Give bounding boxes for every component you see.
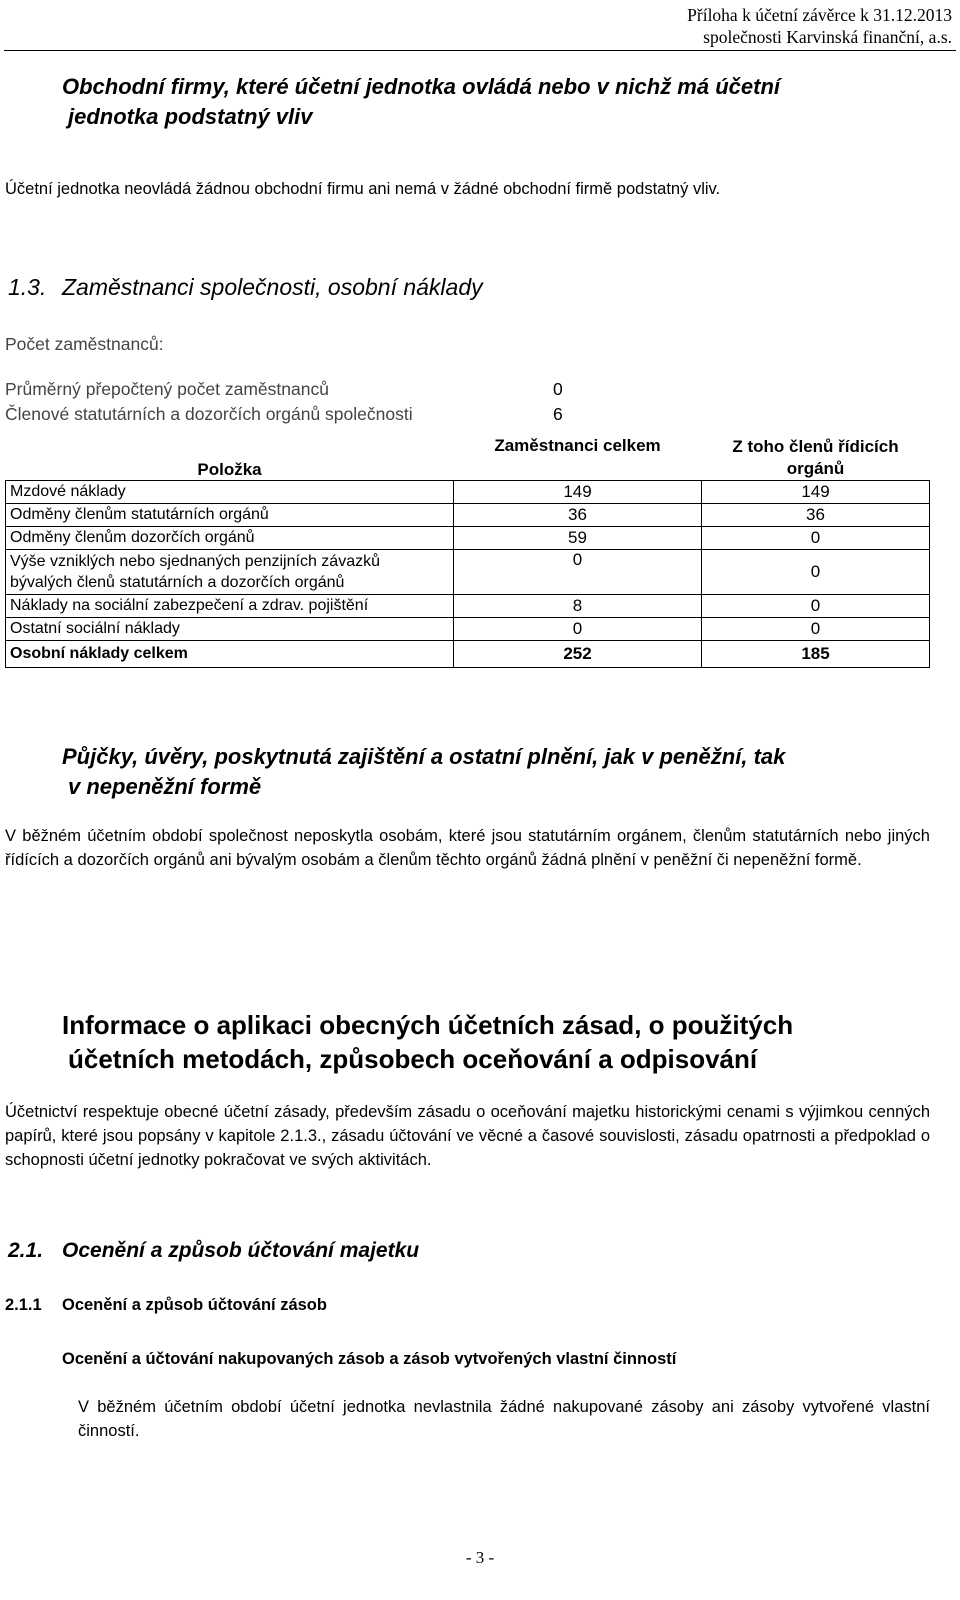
row-label: Náklady na sociální zabezpečení a zdrav. pojištění — [6, 595, 454, 618]
table-header-row — [6, 436, 930, 481]
avg-employees-value: 0 — [553, 379, 563, 399]
employee-count-label: Počet zaměstnanců: — [5, 334, 164, 354]
section-title-line-1: Půjčky, úvěry, poskytnutá zajištění a ostatní plnění, jak v peněžní, tak — [62, 744, 786, 769]
section-title-line-1: Obchodní firmy, které účetní jednotka ovládá nebo v nichž má účetní — [62, 74, 780, 99]
section-2-1-heading — [8, 1236, 419, 1266]
col-item-header: Položka — [197, 460, 262, 479]
page-number: - 3 - — [465, 1548, 495, 1567]
row-label: Odměny členům dozorčích orgánů — [6, 527, 454, 550]
table-row — [6, 618, 930, 641]
header-line-1: Příloha k účetní závěrce k 31.12.2013 — [687, 5, 952, 25]
section-title: Ocenění a způsob účtování zásob — [62, 1296, 327, 1314]
section-title: Ocenění a způsob účtování majetku — [62, 1239, 420, 1262]
section-2-heading — [8, 1008, 960, 1076]
col-mgmt-header: Z toho členů řídicích orgánů — [732, 437, 899, 478]
section-title-line-1: Informace o aplikaci obecných účetních zásad, o použitých — [62, 1010, 794, 1040]
sum-mgmt: 185 — [702, 641, 930, 668]
section-number: 1.3. — [8, 274, 47, 300]
page-header — [687, 4, 952, 48]
section-number: 2.1.1 — [5, 1296, 42, 1314]
row-mgmt: 0 — [702, 595, 930, 618]
row-label: Ostatní sociální náklady — [6, 618, 454, 641]
header-divider — [4, 50, 956, 51]
section-1-3-heading — [8, 272, 483, 302]
row-total: 59 — [454, 527, 702, 550]
section-1-2-text: Účetní jednotka neovládá žádnou obchodní firmu ani nemá v žádné obchodní firmě podstatný vliv. — [5, 180, 721, 198]
row-mgmt: 149 — [702, 481, 930, 504]
section-2-1-1-subtitle: Ocenění a účtování nakupovaných zásob a zásob vytvořených vlastní činností — [62, 1350, 677, 1368]
row-mgmt: 0 — [702, 527, 930, 550]
row-mgmt: 0 — [702, 550, 930, 595]
board-members-value: 6 — [553, 404, 563, 424]
avg-employees-label: Průměrný přepočtený počet zaměstnanců — [5, 379, 329, 399]
row-total: 36 — [454, 504, 702, 527]
row-total: 8 — [454, 595, 702, 618]
table-row — [6, 504, 930, 527]
row-total: 0 — [454, 550, 702, 595]
table-row — [6, 481, 930, 504]
section-2-1-1-heading — [5, 1296, 327, 1315]
section-1-4-text: V běžném účetním období společnost neposkytla osobám, které jsou statutárním orgánem, členům statutárních nebo jiných řídících a dozorčích orgánů ani bývalým osobám a členům těchto orgánů žádná plnění v peněžní či nepeněžní formě. — [5, 827, 930, 869]
section-title-line-2: v nepeněžní formě — [68, 774, 262, 799]
row-label: Mzdové náklady — [6, 481, 454, 504]
section-number — [8, 72, 62, 102]
row-total: 149 — [454, 481, 702, 504]
col-total-header: Zaměstnanci celkem — [494, 436, 661, 455]
row-mgmt: 36 — [702, 504, 930, 527]
row-label: Výše vzniklých nebo sjednaných penzijních závazků bývalých členů statutárních a dozorčích orgánů — [6, 550, 454, 595]
sum-label: Osobní náklady celkem — [6, 641, 454, 668]
section-title-line-2: jednotka podstatný vliv — [68, 104, 313, 129]
section-number — [8, 1008, 62, 1042]
section-2-1-1-text: V běžném účetním období účetní jednotka nevlastnila žádné nakupované zásoby ani zásoby vytvořené vlastní činností. — [78, 1398, 930, 1440]
row-label: Odměny členům statutárních orgánů — [6, 504, 454, 527]
section-2-text: Účetnictví respektuje obecné účetní zásady, především zásadu o oceňování majetku historickými cenami s výjimkou cenných papírů, které jsou popsány v kapitole 2.1.3., zásadu účtování ve věcné a časové souvislosti, zásadu opatrnosti a předpoklad o schopnosti účetní jednotky pokračovat ve svých aktivitách. — [5, 1103, 930, 1169]
table-row — [6, 595, 930, 618]
section-title: Zaměstnanci společnosti, osobní náklady — [62, 274, 483, 300]
personnel-costs-table — [5, 436, 930, 668]
section-number: 2.1. — [8, 1239, 44, 1262]
section-title-line-2: účetních metodách, způsobech oceňování a odpisování — [68, 1044, 758, 1074]
row-total: 0 — [454, 618, 702, 641]
header-line-2: společnosti Karvinská finanční, a.s. — [703, 27, 952, 47]
table-row — [6, 550, 930, 595]
sum-total: 252 — [454, 641, 702, 668]
section-number — [8, 742, 62, 772]
table-sum-row — [6, 641, 930, 668]
row-mgmt: 0 — [702, 618, 930, 641]
section-1-4-heading — [8, 742, 960, 802]
section-1-2-heading — [8, 72, 960, 132]
board-members-label: Členové statutárních a dozorčích orgánů společnosti — [5, 404, 413, 424]
table-row — [6, 527, 930, 550]
